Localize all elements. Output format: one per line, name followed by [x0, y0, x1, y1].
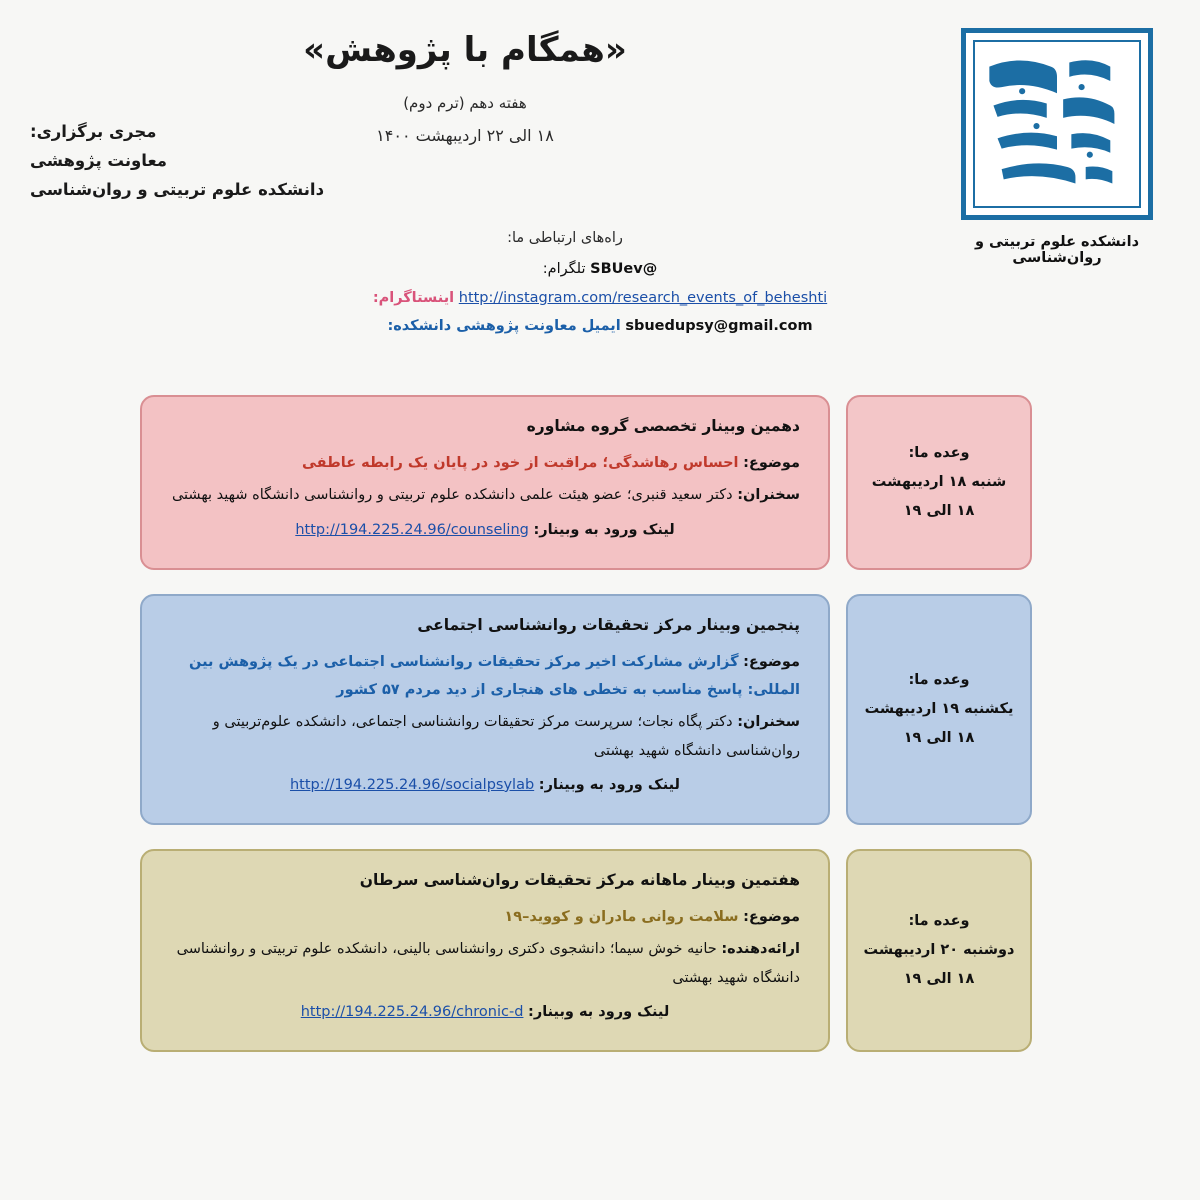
- contact-block: [0, 226, 1200, 343]
- session-speaker-line: [170, 481, 800, 509]
- session-date-label: وعده ما:: [908, 913, 970, 930]
- organizer-block: [30, 118, 324, 205]
- session-topic-label: موضوع:: [743, 455, 800, 471]
- session-date-card: [846, 849, 1032, 1052]
- contact-telegram-label: تلگرام:: [542, 261, 586, 278]
- session-link-label: لینک ورود به وبینار:: [538, 776, 680, 793]
- session-topic-text: گزارش مشارکت اخیر مرکز تحقیقات روانشناسی اجتماعی در یک پژوهش بین المللی: پاسخ مناسب به تخطی های هنجاری از دید مردم ۵۷ کشور: [189, 653, 800, 699]
- session-speaker-text: دکتر پگاه نجات؛ سرپرست مرکز تحقیقات روانشناسی اجتماعی، دانشکده علوم‌تربیتی و روان‌شناسی دانشگاه شهید بهشتی: [212, 714, 800, 759]
- session-date-time: ۱۸ الی ۱۹: [903, 971, 975, 988]
- session-row: [140, 594, 1032, 825]
- session-title: هفتمین وبینار ماهانه مرکز تحقیقات روان‌شناسی سرطان: [359, 871, 800, 890]
- organizer-line-3: دانشکده علوم تربیتی و روان‌شناسی: [30, 179, 325, 199]
- session-webinar-link[interactable]: http://194.225.24.96/chronic-d: [300, 1003, 524, 1020]
- session-link-line: [170, 998, 800, 1026]
- session-speaker-text: حانیه خوش سیما؛ دانشجوی دکتری روانشناسی بالینی، دانشکده علوم تربیتی و روانشناسی دانشگاه شهید بهشتی: [176, 941, 800, 986]
- session-speaker-text: دکتر سعید قنبری؛ عضو هیئت علمی دانشکده علوم تربیتی و روانشناسی دانشگاه شهید بهشتی: [171, 487, 733, 504]
- session-date-day: یکشنبه ۱۹ اردیبهشت: [864, 700, 1014, 717]
- date-range: ۱۸ الی ۲۲ اردیبهشت ۱۴۰۰: [376, 126, 554, 145]
- contact-email-value: sbuedupsy@gmail.com: [625, 318, 813, 335]
- session-date-card: [846, 594, 1032, 825]
- session-topic-label: موضوع:: [743, 909, 800, 926]
- session-link-label: لینک ورود به وبینار:: [528, 1003, 670, 1020]
- session-info-card: [140, 594, 830, 825]
- session-speaker-label: سخنران:: [737, 714, 800, 731]
- session-list: [140, 395, 1032, 1076]
- session-title: دهمین وبینار تخصصی گروه مشاوره: [526, 417, 800, 435]
- session-speaker-label: سخنران:: [737, 487, 800, 504]
- session-date-time: ۱۸ الی ۱۹: [903, 729, 975, 746]
- session-topic-line: [170, 648, 800, 705]
- session-row: [140, 849, 1032, 1052]
- contact-telegram-value: @SBUev: [590, 261, 658, 278]
- organizer-line-1: مجری برگزاری:: [30, 122, 157, 141]
- session-topic-line: [170, 449, 800, 477]
- session-date-card: [846, 395, 1032, 570]
- session-date-time: ۱۸ الی ۱۹: [903, 502, 975, 519]
- poster-header: [0, 0, 1200, 350]
- session-date-day: شنبه ۱۸ اردیبهشت: [871, 473, 1007, 490]
- session-row: [140, 395, 1032, 570]
- logo-caption: دانشکده علوم تربیتی و روان‌شناسی: [974, 234, 1140, 266]
- university-logo: [961, 28, 1153, 220]
- session-speaker-line: [170, 708, 800, 765]
- organizer-line-2: معاونت پژوهشی: [30, 150, 168, 170]
- contact-instagram-row: [0, 286, 1200, 311]
- contact-instagram-link[interactable]: http://instagram.com/research_events_of_beheshti: [458, 289, 828, 306]
- contact-email-label: ایمیل معاونت پژوهشی دانشکده:: [387, 318, 621, 335]
- session-title: پنجمین وبینار مرکز تحقیقات روانشناسی اجتماعی: [417, 615, 800, 634]
- session-topic-line: [170, 903, 800, 931]
- contact-email-row: [0, 314, 1200, 339]
- session-topic-label: موضوع:: [743, 653, 800, 670]
- session-topic-text: احساس رهاشدگی؛ مراقبت از خود در پایان یک رابطه عاطفی: [302, 455, 739, 471]
- session-webinar-link[interactable]: http://194.225.24.96/socialpsylab: [289, 776, 535, 793]
- page-title: «همگام با پژوهش»: [303, 30, 627, 70]
- logo-frame: [973, 40, 1141, 208]
- session-info-card: [140, 395, 830, 570]
- session-date-day: دوشنبه ۲۰ اردیبهشت: [863, 942, 1015, 959]
- shahid-beheshti-university-emblem-icon: [975, 42, 1139, 206]
- session-date-label: وعده ما:: [908, 671, 970, 688]
- session-speaker-label: ارائه‌دهنده:: [721, 941, 800, 958]
- session-webinar-link[interactable]: http://194.225.24.96/counseling: [295, 521, 529, 538]
- session-speaker-line: [170, 935, 800, 992]
- session-link-line: [170, 516, 800, 544]
- session-link-label: لینک ورود به وبینار:: [533, 521, 675, 538]
- session-info-card: [140, 849, 830, 1052]
- contact-title: راه‌های ارتباطی ما:: [507, 230, 623, 246]
- page-subtitle: هفته دهم (ترم دوم): [403, 94, 527, 112]
- contact-instagram-label: اینستاگرام:: [372, 289, 455, 306]
- session-topic-text: سلامت روانی مادران و کووید–۱۹: [504, 909, 739, 926]
- session-link-line: [170, 771, 800, 799]
- session-date-label: وعده ما:: [908, 444, 970, 461]
- contact-telegram-row: [0, 257, 1200, 282]
